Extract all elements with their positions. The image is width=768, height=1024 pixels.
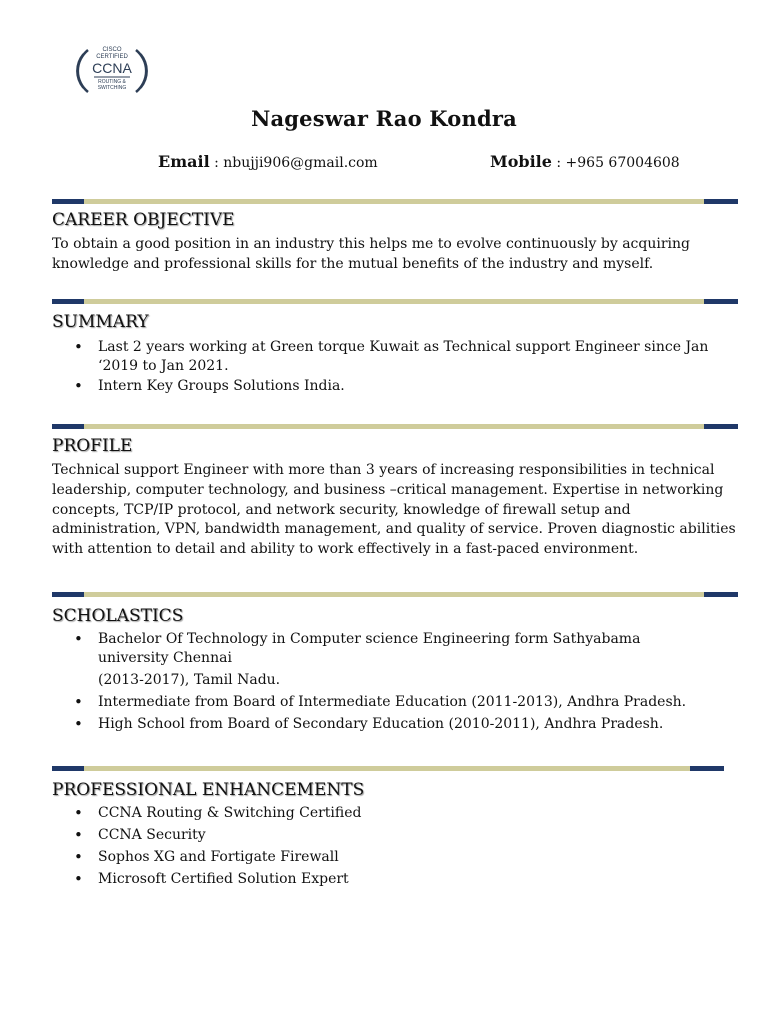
mobile-line: Mobile : +965 67004608 (490, 152, 680, 171)
list-item: • Last 2 years working at Green torque Kuwait as Technical support Engineer since Jan ‘2019 to Jan 2021. (52, 338, 742, 376)
email-label: Email (158, 152, 210, 171)
email-line: Email : nbujji906@gmail.com (158, 152, 378, 171)
list-item: • Microsoft Certified Solution Expert (52, 870, 742, 889)
section-divider (52, 424, 738, 429)
section-divider (52, 766, 724, 771)
scholastics-list (52, 630, 702, 734)
profile-heading: PROFILE (52, 436, 133, 456)
career-objective-heading: CAREER OBJECTIVE (52, 210, 235, 230)
scholastics-heading: SCHOLASTICS (52, 606, 184, 626)
enhancements-heading: PROFESSIONAL ENHANCEMENTS (52, 780, 365, 800)
logo-text-certified: CERTIFIED (96, 54, 128, 60)
list-item: • Bachelor Of Technology in Computer science Engineering form Sathyabama university Chennai (52, 630, 702, 668)
list-item: • Sophos XG and Fortigate Firewall (52, 848, 742, 867)
career-objective-text: To obtain a good position in an industry this helps me to evolve continuously by acquiring knowledge and professional skills for the mutual benefits of the industry and myself. (52, 236, 691, 272)
mobile-value: +965 67004608 (565, 155, 680, 171)
mobile-label: Mobile (490, 152, 552, 171)
list-item: • Intermediate from Board of Intermediate Education (2011-2013), Andhra Pradesh. (52, 693, 702, 712)
ccna-certification-logo (74, 40, 150, 100)
section-divider (52, 199, 738, 204)
enhancements-list (52, 804, 742, 889)
logo-text-cisco: CISCO (102, 47, 122, 53)
list-item-continuation: (2013-2017), Tamil Nadu. (98, 672, 281, 688)
list-item: • High School from Board of Secondary Education (2010-2011), Andhra Pradesh. (52, 715, 702, 734)
list-item: • Intern Key Groups Solutions India. (52, 377, 742, 396)
profile-text: Technical support Engineer with more than 3 years of increasing responsibilities in technical leadership, computer technology, and business –critical management. Expertise in networking concepts, TCP/IP protocol, and network security, knowledge of firewall setup and administration, VPN, bandwidth management, and quality of service. Proven diagnostic abilities with attention to detail and ability to work effectively in a fast-paced environment. (52, 462, 736, 558)
section-divider (52, 299, 738, 304)
summary-heading: SUMMARY (52, 312, 149, 332)
candidate-name: Nageswar Rao Kondra (251, 106, 517, 131)
list-item: • CCNA Security (52, 826, 742, 845)
section-divider (52, 592, 738, 597)
logo-text-ccna: CCNA (92, 60, 132, 76)
logo-text-routing: ROUTING & (98, 79, 126, 85)
email-value: nbujji906@gmail.com (223, 155, 378, 171)
logo-text-switching: SWITCHING (97, 85, 127, 91)
list-item: • CCNA Routing & Switching Certified (52, 804, 742, 823)
summary-list (52, 338, 742, 396)
